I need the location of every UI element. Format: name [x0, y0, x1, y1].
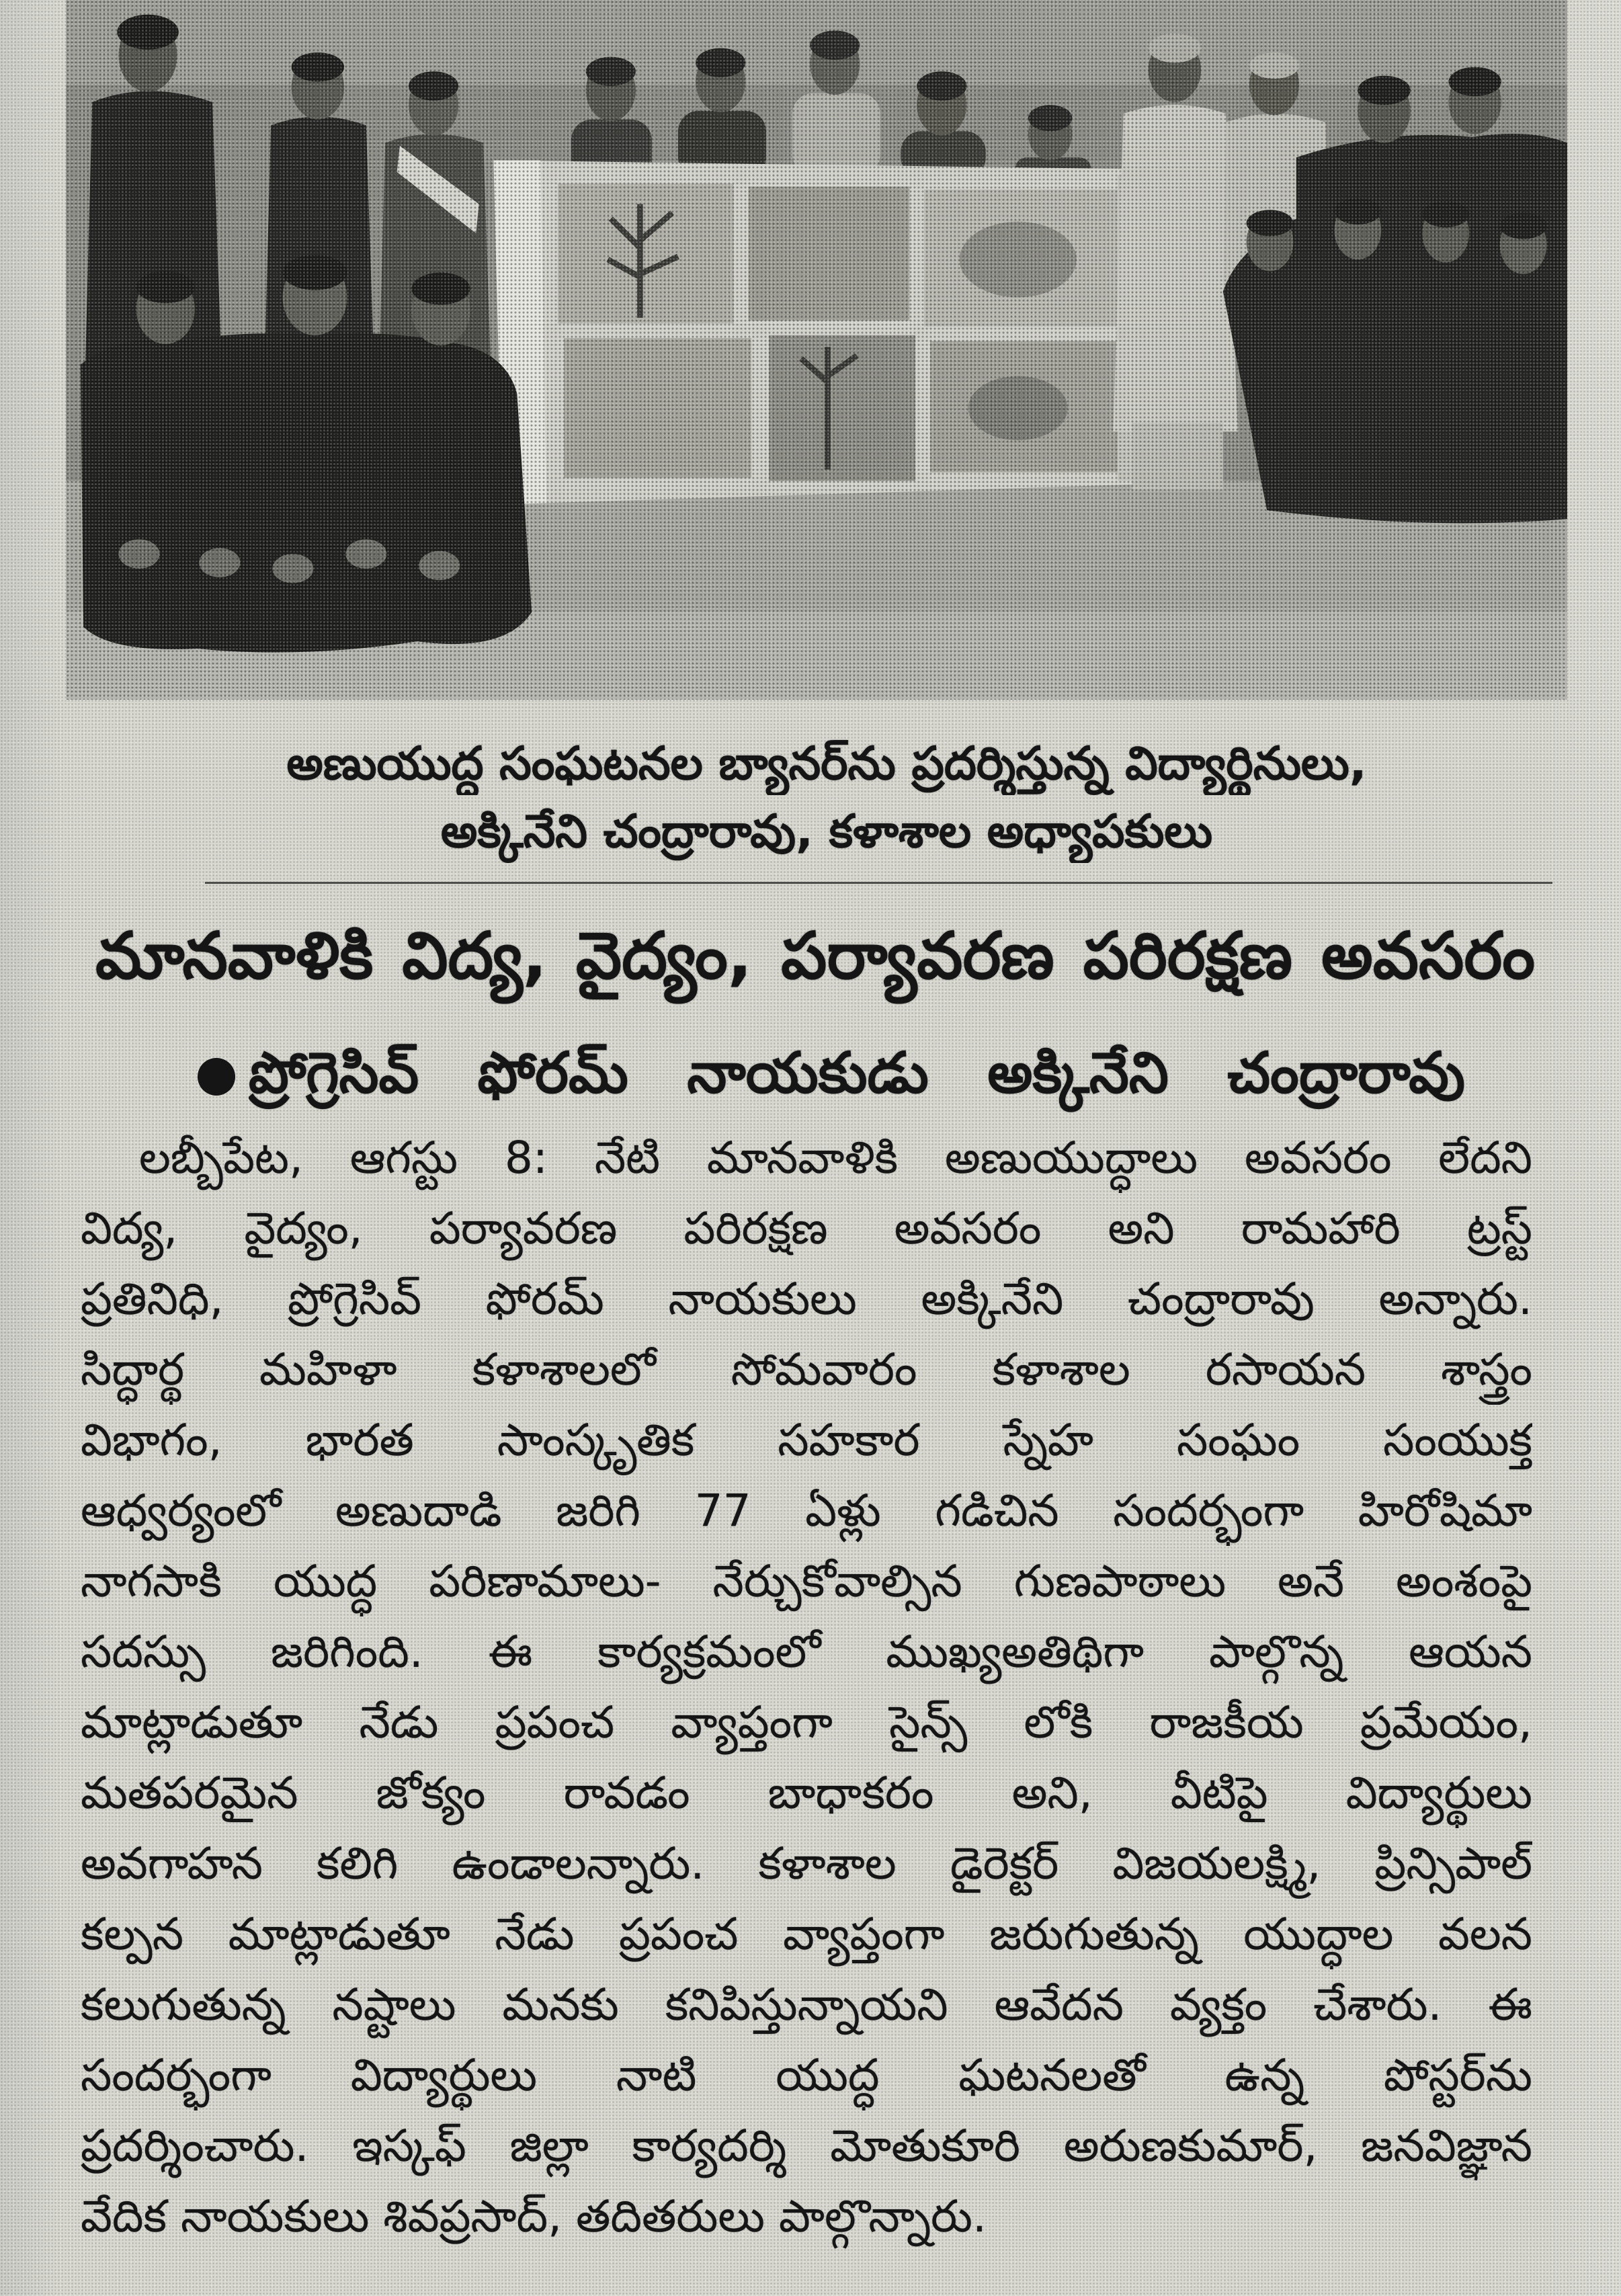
article-line: విభాగం, భారత సాంస్కృతిక సహకార స్నేహ సంఘం సంయుక్త	[81, 1414, 1532, 1466]
article-line: సదస్సు జరిగింది. ఈ కార్యక్రమంలో ముఖ్యఅతిథిగా పాల్గొన్న ఆయన	[81, 1626, 1532, 1678]
article-line: కలుగుతున్న నష్టాలు మనకు కనిపిస్తున్నాయని ఆవేదన వ్యక్తం చేశారు. ఈ	[81, 1979, 1532, 2031]
bullet-dot-icon	[198, 1058, 235, 1096]
subheadline-text: ప్రోగ్రెసివ్ ఫోరమ్ నాయకుడు అక్కినేని చంద్రారావు	[249, 1040, 1465, 1106]
article-line: వేదిక నాయకులు శివప్రసాద్, తదితరులు పాల్గొన్నారు.	[81, 2190, 987, 2242]
photo-grain-overlay	[66, 0, 1567, 700]
article-line: నాగసాకి యుద్ధ పరిణామాలు- నేర్చుకోవాల్సిన గుణపాఠాలు అనే అంశంపై	[81, 1555, 1532, 1607]
article-line: ప్రతినిధి, ప్రోగ్రెసివ్ ఫోరమ్ నాయకులు అక్కినేని చంద్రారావు అన్నారు.	[81, 1273, 1532, 1325]
caption-line: అక్కినేని చంద్రారావు, కళాశాల అధ్యాపకులు	[440, 805, 1213, 858]
article-line: ఆధ్వర్యంలో అణుదాడి జరిగి 77 ఏళ్లు గడిచిన సందర్భంగా హిరోషిమా	[81, 1485, 1532, 1536]
caption-line: అణుయుద్ధ సంఘటనల బ్యానర్‌ను ప్రదర్శిస్తున్న విద్యార్థినులు,	[286, 737, 1367, 790]
article-line: లబ్బీపేట, ఆగస్టు 8: నేటి మానవాళికి అణుయుద్ధాలు అవసరం లేదని	[139, 1132, 1532, 1184]
article-line: విద్య, వైద్యం, పర్యావరణ పరిరక్షణ అవసరం అని రామహారి ట్రస్ట్	[81, 1202, 1532, 1254]
article-line: మాట్లాడుతూ నేడు ప్రపంచ వ్యాప్తంగా సైన్స్ లోకి రాజకీయ ప్రమేయం,	[81, 1696, 1532, 1748]
article-line: ప్రదర్శించారు. ఇస్కఫ్ జిల్లా కార్యదర్శి మోతుకూరి అరుణకుమార్, జనవిజ్ఞాన	[81, 2120, 1532, 2172]
headline: మానవాళికి విద్య, వైద్యం, పర్యావరణ పరిరక్షణ అవసరం	[95, 918, 1535, 993]
article-line: సందర్భంగా విద్యార్థులు నాటి యుద్ధ ఘటనలతో ఉన్న పోస్టర్‌ను	[81, 2049, 1532, 2101]
article-line: సిద్ధార్థ మహిళా కళాశాలలో సోమవారం కళాశాల రసాయన శాస్త్రం	[81, 1344, 1532, 1395]
article-line: అవగాహన కలిగి ఉండాలన్నారు. కళాశాల డైరెక్టర్ విజయలక్ష్మి, ప్రిన్సిపాల్	[81, 1838, 1532, 1889]
article-line: కల్పన మాట్లాడుతూ నేడు ప్రపంచ వ్యాప్తంగా జరుగుతున్న యుద్ధాల వలన	[81, 1908, 1532, 1960]
caption-divider	[205, 882, 1552, 884]
article-line: మతపరమైన జోక్యం రావడం బాధాకరం అని, వీటిపై విద్యార్థులు	[81, 1767, 1532, 1819]
event-photo	[66, 0, 1567, 700]
